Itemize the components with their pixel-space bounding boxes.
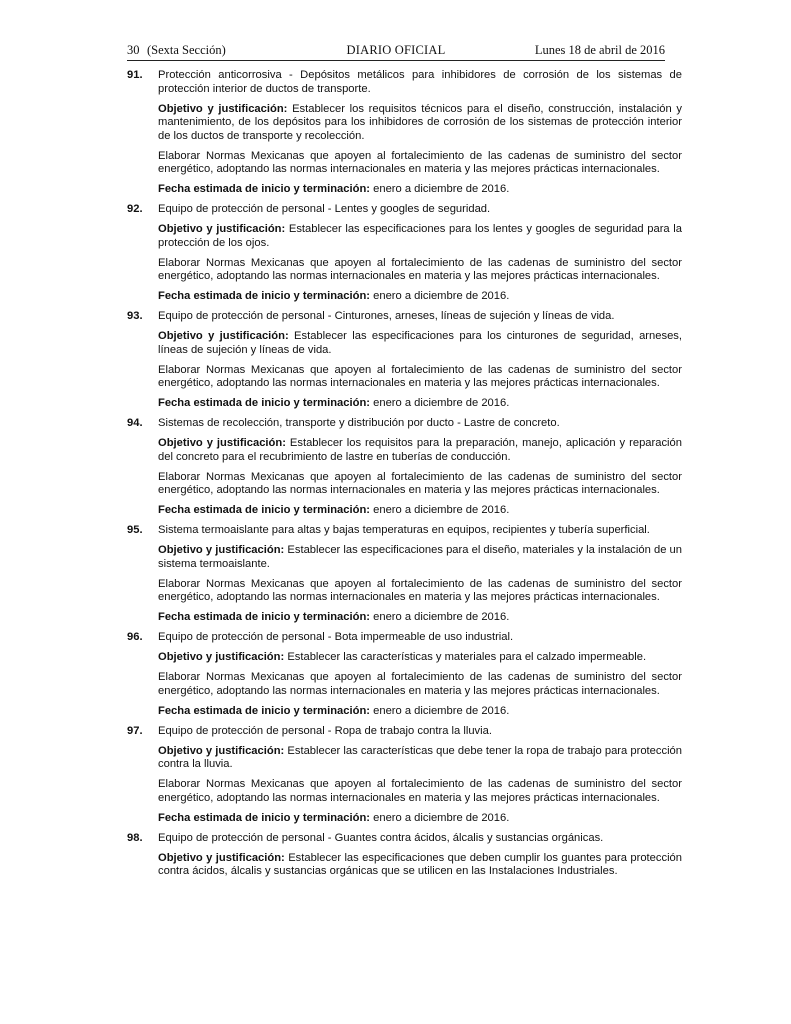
item-number: 92. [127,203,143,215]
date-label: Fecha estimada de inicio y terminación: [158,704,371,717]
item-date [158,611,682,625]
objective-text: Establecer los requisitos para la preparación, manejo, aplicación y reparación del concreto para el recubrimiento de lastre en tuberías de conducción. [158,437,682,463]
item-date [158,397,682,411]
date-text: enero a diciembre de 2016. [373,811,510,824]
date-text: enero a diciembre de 2016. [373,611,510,623]
item-number: 95. [127,524,143,536]
item-date [158,504,682,518]
item-title: Protección anticorrosiva - Depósitos metálicos para inhibidores de corrosión de los sistemas de protección interior de ductos de transporte. [158,69,682,95]
item-date [158,183,682,197]
item-title: Equipo de protección de personal - Bota impermeable de uso industrial. [158,631,514,643]
item-objective [158,544,682,571]
item-objective [158,223,682,250]
item-date [158,705,682,719]
objective-label: Objetivo y justificación: [158,330,289,342]
item-standard-text: Elaborar Normas Mexicanas que apoyen al fortalecimiento de las cadenas de suministro del sector energético, adoptando las normas internacionales en materia y las mejores prácticas internacionales. [158,577,682,603]
item-date [158,290,682,304]
date-text: enero a diciembre de 2016. [373,397,510,409]
objective-label: Objetivo y justificación: [158,437,286,449]
page-number: 30 [127,43,140,57]
date-text: enero a diciembre de 2016. [373,704,510,717]
date-label: Fecha estimada de inicio y terminación: [158,183,371,195]
header-rule [127,60,665,61]
list-item [127,203,682,304]
item-objective [158,103,682,144]
publication-date: Lunes 18 de abril de 2016 [534,43,665,57]
objective-text: Establecer las especificaciones que deben cumplir los guantes para protección contra ácidos, álcalis y sustancias orgánicas que se utilicen en las Instalaciones Industriales. [158,851,682,877]
date-text: enero a diciembre de 2016. [373,290,510,302]
list-item [127,69,682,197]
publication-title: DIARIO OFICIAL [346,43,446,57]
date-text: enero a diciembre de 2016. [373,183,510,195]
item-title: Equipo de protección de personal - Ropa de trabajo contra la lluvia. [158,724,492,737]
page-header [127,43,665,61]
item-number: 97. [127,724,143,737]
item-title: Sistema termoaislante para altas y bajas temperaturas en equipos, recipientes y tubería superficial. [158,524,650,536]
item-standard-text: Elaborar Normas Mexicanas que apoyen al fortalecimiento de las cadenas de suministro del sector energético, adoptando las normas internacionales en materia y las mejores prácticas internacionales. [158,363,682,389]
date-label: Fecha estimada de inicio y terminación: [158,397,371,409]
item-standard-text: Elaborar Normas Mexicanas que apoyen al fortalecimiento de las cadenas de suministro del sector energético, adoptando las normas internacionales en materia y las mejores prácticas internacionales. [158,470,682,496]
item-standard-text: Elaborar Normas Mexicanas que apoyen al fortalecimiento de las cadenas de suministro del sector energético, adoptando las normas internacionales en materia y las mejores prácticas internacionales. [158,778,682,804]
item-objective [158,852,682,879]
objective-label: Objetivo y justificación: [158,651,285,663]
objective-label: Objetivo y justificación: [158,544,285,556]
item-standard-text: Elaborar Normas Mexicanas que apoyen al fortalecimiento de las cadenas de suministro del sector energético, adoptando las normas internacionales en materia y las mejores prácticas internacionales. [158,149,682,175]
date-label: Fecha estimada de inicio y terminación: [158,504,371,516]
item-objective [158,437,682,464]
item-objective [158,330,682,357]
item-title: Equipo de protección de personal - Guantes contra ácidos, álcalis y sustancias orgánicas. [158,831,604,844]
objective-text: Establecer los requisitos técnicos para el diseño, construcción, instalación y mantenimiento, de los depósitos para los inhibidores de corrosión de los sistemas de protección interior de los ductos de transporte y recolección. [158,102,682,142]
item-number: 96. [127,631,143,643]
objective-text: Establecer las especificaciones para los cinturones de seguridad, arneses, líneas de sujeción y líneas de vida. [158,330,682,356]
item-title: Equipo de protección de personal - Lentes y googles de seguridad. [158,203,491,215]
objective-text: Establecer las características que debe tener la ropa de trabajo para protección contra la lluvia. [158,744,683,770]
objective-label: Objetivo y justificación: [158,851,285,864]
item-title: Sistemas de recolección, transporte y distribución por ducto - Lastre de concreto. [158,417,560,429]
objective-text: Establecer las especificaciones para el diseño, materiales y la instalación de un sistema termoaislante. [158,544,682,570]
list-item [127,832,682,879]
list-item [127,725,682,826]
date-text: enero a diciembre de 2016. [373,504,510,516]
item-objective [158,745,682,772]
date-label: Fecha estimada de inicio y terminación: [158,611,371,623]
objective-label: Objetivo y justificación: [158,223,286,235]
item-date [158,812,682,826]
item-number: 98. [127,831,143,844]
items-list [127,69,682,885]
item-standard-text: Elaborar Normas Mexicanas que apoyen al fortalecimiento de las cadenas de suministro del sector energético, adoptando las normas internacionales en materia y las mejores prácticas internacionales. [158,256,682,282]
objective-label: Objetivo y justificación: [158,102,288,115]
list-item [127,310,682,411]
list-item [127,631,682,718]
list-item [127,417,682,518]
list-item [127,524,682,625]
date-label: Fecha estimada de inicio y terminación: [158,290,371,302]
objective-text: Establecer las características y materiales para el calzado impermeable. [287,651,647,663]
item-title: Equipo de protección de personal - Cinturones, arneses, líneas de sujeción y líneas de vida. [158,310,615,322]
objective-label: Objetivo y justificación: [158,744,285,757]
date-label: Fecha estimada de inicio y terminación: [158,811,371,824]
item-objective [158,651,682,665]
item-standard-text: Elaborar Normas Mexicanas que apoyen al fortalecimiento de las cadenas de suministro del sector energético, adoptando las normas internacionales en materia y las mejores prácticas internacionales. [158,671,682,697]
item-number: 91. [127,69,143,81]
section-label: (Sexta Sección) [147,43,226,57]
objective-text: Establecer las especificaciones para los lentes y googles de seguridad para la protección de los ojos. [158,223,682,249]
item-number: 93. [127,310,143,322]
item-number: 94. [127,417,143,429]
